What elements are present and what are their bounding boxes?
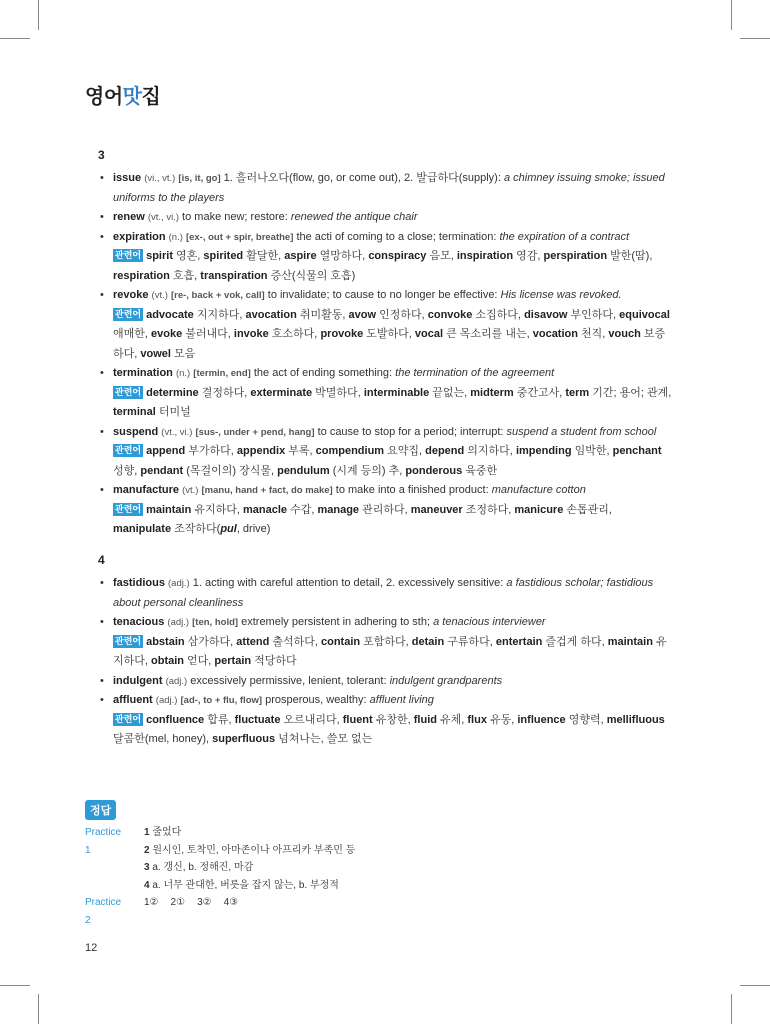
related-word: superfluous bbox=[212, 733, 276, 745]
related-words-tag: 관련어 bbox=[115, 386, 142, 397]
related-meaning: 요약집, bbox=[384, 445, 426, 457]
related-meaning: 넘쳐나는, 쓸모 없는 bbox=[275, 733, 373, 745]
related-word: conspiracy bbox=[368, 250, 427, 262]
vocab-entry bbox=[98, 613, 673, 672]
related-meaning: 포함하다, bbox=[360, 635, 412, 648]
related-word: midterm bbox=[470, 386, 514, 399]
answer-item bbox=[144, 824, 181, 842]
related-meaning: 육중한 bbox=[462, 464, 498, 477]
related-meaning: 증산(식물의 호흡) bbox=[267, 269, 356, 282]
related-meaning: 관리하다, bbox=[359, 503, 411, 516]
related-meaning: 오르내리다, bbox=[280, 713, 343, 726]
related-meaning: 유지하다, bbox=[113, 635, 667, 667]
practice-1-row bbox=[85, 859, 254, 877]
answer-key bbox=[85, 800, 356, 926]
related-meaning: 소집하다, bbox=[472, 308, 525, 321]
related-word: term bbox=[565, 386, 590, 399]
crop-mark bbox=[38, 994, 39, 1024]
headword: expiration bbox=[113, 230, 166, 243]
related-word: impending bbox=[515, 445, 572, 457]
etymology: [manu, hand + fact, do make] bbox=[201, 485, 333, 496]
related-meaning: 삼가하다, bbox=[184, 635, 237, 648]
related-words-tag: 관련어 bbox=[115, 713, 142, 724]
example: a chimney issuing smoke; issued uniforms to the players bbox=[113, 172, 665, 204]
related-words bbox=[113, 247, 673, 286]
crop-mark bbox=[731, 994, 732, 1024]
related-words bbox=[113, 711, 673, 750]
header-highlight: 맛 bbox=[122, 86, 142, 108]
related-meaning: 발한(땀), bbox=[607, 250, 653, 262]
related-meaning: 적당하다 bbox=[251, 655, 297, 667]
related-meaning: 끝없는, bbox=[429, 386, 471, 399]
related-words bbox=[113, 633, 673, 672]
part-of-speech: (vt.) bbox=[182, 485, 199, 496]
practice-1-row bbox=[85, 842, 356, 860]
related-words-tag: 관련어 bbox=[115, 503, 142, 514]
related-word: respiration bbox=[113, 269, 170, 282]
related-word: perspiration bbox=[543, 250, 608, 262]
crop-mark bbox=[731, 0, 732, 30]
answer-item bbox=[144, 859, 253, 877]
related-meaning: 성향, bbox=[113, 464, 141, 477]
etymology: [ex-, out + spir, breathe] bbox=[185, 231, 294, 243]
answer-number: 3 bbox=[144, 862, 150, 873]
practice-1-row bbox=[85, 824, 182, 856]
related-meaning: 조작하다( bbox=[171, 523, 221, 535]
related-word: pul bbox=[220, 523, 237, 535]
etymology: [is, it, go] bbox=[178, 173, 221, 184]
related-word: avocation bbox=[245, 308, 297, 321]
related-meaning: 모음 bbox=[170, 347, 196, 360]
related-meaning: 부인하다, bbox=[567, 308, 620, 321]
example: suspend a student from school bbox=[506, 425, 657, 438]
related-meaning: 유창한, bbox=[372, 713, 414, 726]
answer-badge: 정답 bbox=[85, 800, 116, 820]
related-word: penchant bbox=[612, 445, 662, 457]
related-words-tag: 관련어 bbox=[115, 250, 142, 260]
vocab-entry bbox=[98, 691, 673, 750]
vocab-entry bbox=[98, 672, 673, 692]
related-word: pendulum bbox=[277, 464, 330, 477]
related-meaning: 구류하다, bbox=[444, 635, 496, 648]
definition: the acti of coming to a close; termination: bbox=[293, 230, 500, 243]
vocab-entry bbox=[98, 423, 673, 482]
related-meaning: 호흡, bbox=[169, 269, 201, 282]
related-word: convoke bbox=[427, 308, 473, 321]
header-text: 집 bbox=[141, 86, 161, 108]
related-meaning: 영향력, bbox=[565, 713, 607, 726]
definition: to cause to stop for a period; interrupt: bbox=[314, 425, 507, 438]
part-of-speech: (adj.) bbox=[155, 695, 178, 706]
etymology: [re-, back + vok, call] bbox=[170, 290, 265, 301]
related-words-tag: 관련어 bbox=[115, 635, 142, 646]
related-word: avow bbox=[348, 308, 377, 321]
headword: suspend bbox=[113, 425, 159, 438]
example: a fastidious scholar; fastidious about personal cleanliness bbox=[113, 577, 654, 609]
related-word: vouch bbox=[608, 328, 641, 340]
headword: manufacture bbox=[113, 484, 180, 496]
definition: the act of ending something: bbox=[250, 367, 396, 379]
related-meaning: , drive) bbox=[236, 523, 271, 535]
related-meaning: (시계 등의) 추, bbox=[329, 464, 406, 477]
headword: affluent bbox=[113, 694, 153, 706]
definition: to invalidate; to cause to no longer be effective: bbox=[264, 289, 501, 301]
related-word: append bbox=[146, 445, 186, 457]
vocab-entry bbox=[98, 364, 673, 423]
etymology: [termin, end] bbox=[193, 368, 251, 379]
related-word: mellifluous bbox=[606, 713, 665, 726]
example: renewed the antique chair bbox=[290, 211, 418, 223]
related-meaning: 지지하다, bbox=[193, 308, 246, 321]
related-meaning: 의지하다, bbox=[464, 445, 516, 457]
crop-mark bbox=[0, 38, 30, 39]
answer-choice: 1② bbox=[144, 897, 159, 908]
related-meaning: 얻다, bbox=[184, 655, 215, 667]
definition: to make into a finished product: bbox=[332, 484, 492, 496]
example: the termination of the agreement bbox=[395, 367, 555, 379]
vocab-section-3 bbox=[98, 169, 673, 540]
related-word: manipulate bbox=[113, 523, 172, 535]
related-meaning: 박멸하다, bbox=[312, 386, 364, 399]
related-words-tag: 관련어 bbox=[115, 445, 142, 455]
related-word: aspire bbox=[284, 250, 317, 262]
related-word: exterminate bbox=[250, 386, 313, 399]
related-word: vocation bbox=[532, 328, 578, 340]
related-meaning: 애매한, bbox=[113, 328, 151, 340]
page-number: 12 bbox=[85, 942, 98, 954]
related-word: determine bbox=[146, 386, 199, 399]
related-word: detain bbox=[411, 635, 445, 648]
answer-item bbox=[144, 894, 250, 912]
example: affluent living bbox=[369, 694, 434, 706]
etymology: [ad-, to + flu, flow] bbox=[180, 695, 263, 706]
headword: renew bbox=[113, 211, 145, 223]
answer-number: 2 bbox=[144, 844, 150, 856]
definition: prosperous, wealthy: bbox=[262, 694, 370, 706]
related-word: compendium bbox=[315, 445, 385, 457]
vocab-entry bbox=[98, 481, 673, 540]
related-meaning: 부가하다, bbox=[185, 445, 237, 457]
related-word: evoke bbox=[151, 328, 183, 340]
related-word: fluid bbox=[413, 713, 437, 726]
related-word: maneuver bbox=[410, 503, 463, 516]
related-meaning: 천직, bbox=[577, 328, 609, 340]
practice-2-row bbox=[85, 894, 239, 926]
part-of-speech: (n.) bbox=[175, 368, 191, 379]
related-word: attend bbox=[236, 635, 270, 648]
related-word: abstain bbox=[146, 635, 185, 648]
answer-badge-wrap bbox=[85, 800, 116, 820]
related-meaning: 보증하다, bbox=[113, 328, 666, 360]
related-meaning: (목걸이의) 장식물, bbox=[183, 464, 278, 477]
running-header bbox=[85, 80, 160, 109]
header-text: 영어 bbox=[85, 86, 123, 108]
related-word: fluent bbox=[342, 713, 373, 726]
related-meaning: 불러내다, bbox=[182, 328, 234, 340]
related-meaning: 영감, bbox=[513, 250, 544, 262]
related-meaning: 손톱관리, bbox=[563, 503, 612, 516]
related-words bbox=[113, 306, 673, 365]
related-word: vowel bbox=[140, 347, 171, 360]
example: a tenacious interviewer bbox=[433, 616, 546, 628]
headword: fastidious bbox=[113, 577, 165, 589]
related-word: influence bbox=[517, 713, 566, 726]
part-of-speech: (n.) bbox=[168, 231, 183, 243]
related-word: confluence bbox=[146, 713, 205, 726]
vocab-entry bbox=[98, 208, 673, 228]
related-word: advocate bbox=[146, 308, 194, 321]
etymology: [ten, hold] bbox=[192, 617, 239, 628]
vocab-entry bbox=[98, 286, 673, 364]
part-of-speech: (adj.) bbox=[168, 578, 190, 589]
related-word: equivocal bbox=[619, 308, 670, 321]
practice-label: Practice 2 bbox=[85, 897, 122, 926]
crop-mark bbox=[38, 0, 39, 30]
related-meaning: 유체, bbox=[436, 713, 468, 726]
answer-number: 1 bbox=[144, 827, 150, 838]
headword: revoke bbox=[113, 289, 149, 301]
answer-text: a. 갱신, b. 정해진, 마감 bbox=[149, 862, 254, 873]
headword: termination bbox=[113, 367, 173, 379]
example: indulgent grandparents bbox=[389, 674, 503, 687]
answer-item bbox=[144, 877, 339, 895]
section-number: 4 bbox=[98, 553, 105, 567]
section-number: 3 bbox=[98, 148, 105, 162]
related-word: transpiration bbox=[200, 269, 268, 282]
related-words bbox=[113, 384, 673, 423]
related-meaning: 즐겁게 하다, bbox=[542, 635, 608, 648]
related-meaning: 달콤한(mel, honey), bbox=[113, 733, 213, 745]
answer-choice: 4③ bbox=[223, 897, 239, 908]
definition: to make new; restore: bbox=[179, 211, 291, 223]
related-meaning: 기간; 용어; 관계, bbox=[589, 386, 672, 399]
related-word: flux bbox=[467, 713, 487, 726]
related-word: disavow bbox=[524, 308, 568, 321]
definition: extremely persistent in adhering to sth; bbox=[238, 616, 434, 628]
related-words bbox=[113, 501, 673, 540]
headword: indulgent bbox=[113, 674, 163, 687]
part-of-speech: (vt.) bbox=[151, 290, 168, 301]
related-meaning: 호소하다, bbox=[268, 328, 321, 340]
related-word: invoke bbox=[233, 328, 269, 340]
answer-choice: 3② bbox=[197, 897, 212, 908]
related-word: ponderous bbox=[405, 464, 463, 477]
related-meaning: 음모, bbox=[426, 250, 457, 262]
crop-mark bbox=[0, 985, 30, 986]
definition: excessively permissive, lenient, tolerant: bbox=[187, 674, 390, 687]
related-word: pendant bbox=[140, 464, 184, 477]
related-meaning: 임박한, bbox=[571, 445, 613, 457]
related-word: appendix bbox=[236, 445, 286, 457]
answer-text: a. 너무 관대한, 버릇을 잡지 않는, b. 부정적 bbox=[149, 879, 339, 891]
related-meaning: 유동, bbox=[486, 713, 518, 726]
part-of-speech: (vi., vt.) bbox=[144, 173, 176, 184]
related-meaning: 유지하다, bbox=[191, 503, 244, 516]
related-word: maintain bbox=[607, 635, 653, 648]
related-meaning: 열망하다, bbox=[316, 250, 369, 262]
headword: tenacious bbox=[113, 616, 165, 628]
headword: issue bbox=[113, 172, 142, 184]
related-word: terminal bbox=[113, 406, 156, 418]
vocab-section-4 bbox=[98, 574, 673, 750]
part-of-speech: (adj.) bbox=[167, 617, 190, 628]
related-words bbox=[113, 442, 673, 481]
vocab-entry bbox=[98, 574, 673, 613]
crop-mark bbox=[740, 985, 770, 986]
related-meaning: 합류, bbox=[204, 713, 235, 726]
related-word: manicure bbox=[514, 503, 564, 516]
practice-1-row bbox=[85, 877, 339, 895]
related-meaning: 부록, bbox=[285, 445, 316, 457]
related-meaning: 조정하다, bbox=[462, 503, 515, 516]
related-word: entertain bbox=[495, 635, 543, 648]
vocab-entry bbox=[98, 169, 673, 208]
part-of-speech: (adj.) bbox=[165, 675, 188, 687]
answer-item bbox=[144, 842, 355, 860]
etymology: [sus-, under + pend, hang] bbox=[195, 426, 315, 438]
related-meaning: 인정하다, bbox=[376, 308, 428, 321]
related-word: maintain bbox=[146, 503, 192, 516]
crop-mark bbox=[740, 38, 770, 39]
related-meaning: 중간고사, bbox=[513, 386, 566, 399]
practice-label: Practice 1 bbox=[85, 827, 122, 856]
definition: 1. acting with careful attention to detail, 2. excessively sensitive: bbox=[189, 577, 507, 589]
related-word: spirited bbox=[203, 250, 244, 262]
related-word: vocal bbox=[414, 328, 444, 340]
related-meaning: 수갑, bbox=[287, 503, 318, 516]
related-word: obtain bbox=[151, 655, 184, 667]
related-word: depend bbox=[425, 445, 465, 457]
related-word: spirit bbox=[146, 250, 173, 262]
related-meaning: 결정하다, bbox=[198, 386, 251, 399]
related-meaning: 출석하다, bbox=[269, 635, 321, 648]
part-of-speech: (vt., vi.) bbox=[147, 212, 179, 223]
part-of-speech: (vt., vi.) bbox=[161, 426, 193, 438]
answer-text: 원시인, 토착민, 아마존이나 아프리카 부족민 등 bbox=[149, 844, 356, 856]
example: manufacture cotton bbox=[491, 484, 586, 496]
related-word: fluctuate bbox=[234, 713, 281, 726]
related-word: manage bbox=[317, 503, 360, 516]
related-meaning: 취미활동, bbox=[296, 308, 349, 321]
related-meaning: 도발하다, bbox=[363, 328, 415, 340]
related-meaning: 큰 목소리를 내는, bbox=[443, 328, 533, 340]
example: the expiration of a contract bbox=[499, 230, 630, 243]
related-words-tag: 관련어 bbox=[115, 308, 142, 319]
related-word: inspiration bbox=[456, 250, 514, 262]
definition: 1. 흘러나오다(flow, go, or come out), 2. 발급하다(supply): bbox=[220, 172, 504, 184]
related-word: pertain bbox=[214, 655, 252, 667]
related-meaning: 터미널 bbox=[155, 406, 191, 418]
example: His license was revoked. bbox=[500, 289, 622, 301]
related-word: provoke bbox=[320, 328, 364, 340]
answer-choice: 2① bbox=[170, 897, 186, 908]
related-word: manacle bbox=[243, 503, 288, 516]
related-word: contain bbox=[320, 635, 361, 648]
answer-number: 4 bbox=[144, 879, 150, 891]
vocab-entry bbox=[98, 228, 673, 287]
related-meaning: 활달한, bbox=[243, 250, 285, 262]
answer-text: 줄었다 bbox=[149, 827, 182, 838]
related-meaning: 영혼, bbox=[173, 250, 204, 262]
related-word: interminable bbox=[363, 386, 430, 399]
